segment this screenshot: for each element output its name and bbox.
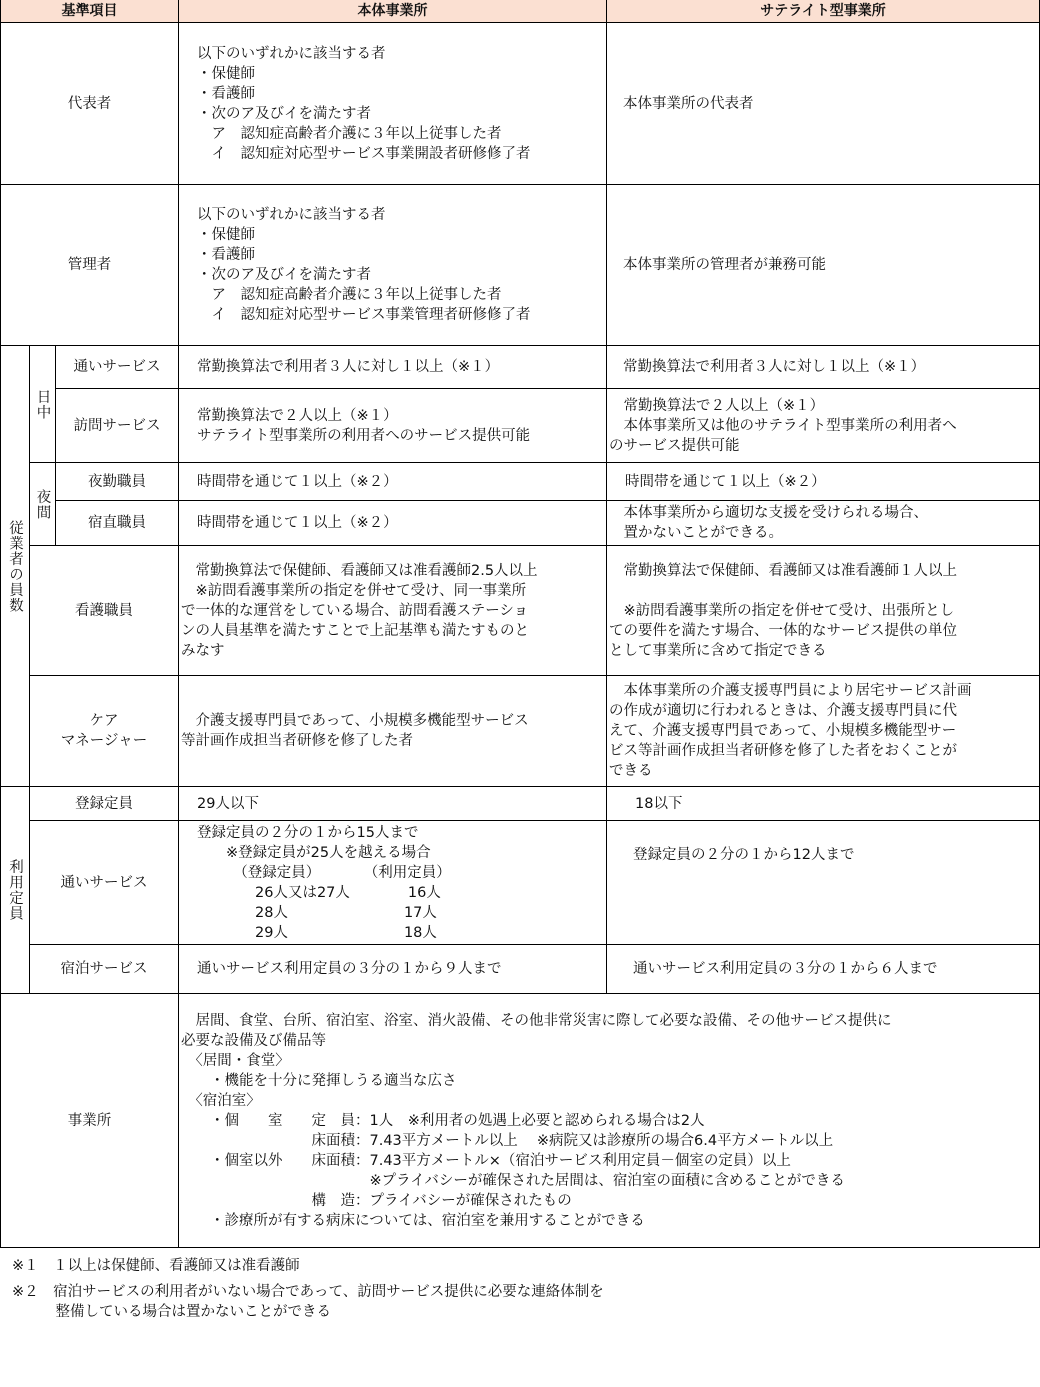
row-label-care-manager: ケア マネージャー	[30, 676, 179, 787]
representative-main: 以下のいずれかに該当する者 ・保健師 ・看護師 ・次のア及びイを満たす者 ア 認知症高齢者介護に３年以上従事した者 イ 認知症対応型サービス事業開設者研修修了者	[179, 23, 607, 185]
nurse-main: 常勤換算法で保健師、看護師又は准看護師2.5人以上 ※訪問看護事業所の指定を併せて受け、同一事業所 で一体的な運営をしている場合、訪問看護ステーショ ンの人員基準を満たすことで上記基準も満たすものと みなす	[179, 546, 607, 676]
day-text: 日中	[34, 388, 51, 420]
header-criteria: 基準項目	[0, 0, 179, 23]
night-duty-satellite: 時間帯を通じて１以上（※２）	[607, 463, 1040, 501]
day-home-visit-main: 常勤換算法で２人以上（※１） サテライト型事業所の利用者へのサービス提供可能	[179, 389, 607, 463]
row-label-overnight: 宿泊サービス	[30, 945, 179, 994]
header-satellite-office: サテライト型事業所	[607, 0, 1040, 23]
capacity-visit-in-main: 登録定員の２分の１から15人まで ※登録定員が25人を越える場合 （登録定員） （利用定員） 26人又は27人 16人 28人 17人 29人 18人	[179, 821, 607, 945]
night-watch-main: 時間帯を通じて１以上（※２）	[179, 501, 607, 546]
night-watch-satellite: 本体事業所から適切な支援を受けられる場合、 置かないことができる。	[607, 501, 1040, 546]
subgroup-label-night	[30, 463, 56, 546]
day-home-visit-satellite: 常勤換算法で２人以上（※１） 本体事業所又は他のサテライト型事業所の利用者へ のサービス提供可能	[607, 389, 1040, 463]
overnight-main: 通いサービス利用定員の３分の１から９人まで	[179, 945, 607, 994]
registered-main: 29人以下	[179, 786, 607, 821]
footnote-1: ※１ １以上は保健師、看護師又は准看護師	[12, 1258, 300, 1274]
representative-satellite: 本体事業所の代表者	[607, 23, 1040, 185]
night-duty-main: 時間帯を通じて１以上（※２）	[179, 463, 607, 501]
care-manager-satellite: 本体事業所の介護支援専門員により居宅サービス計画 の作成が適切に行われるときは、介護支援専門員に代 えて、介護支援専門員であって、小規模多機能型サー ビス等計画作成担当者研修を修了した者をおくことが できる	[607, 676, 1040, 787]
capacity-visit-in-satellite: 登録定員の２分の１から12人まで	[607, 821, 1040, 945]
manager-satellite: 本体事業所の管理者が兼務可能	[607, 185, 1040, 346]
row-label-registered: 登録定員	[30, 786, 179, 821]
facility-text: 居間、食堂、台所、宿泊室、浴室、消火設備、その他非常災害に際して必要な設備、その他サービス提供に 必要な設備及び備品等 〈居間・食堂〉 ・機能を十分に発揮しうる適当な広さ 〈宿泊室〉 ・個 室 定 員：1人 ※利用者の処遇上必要と認められる場合は2人 床面積：7.43平方メートル以上 ※病院又は診療所の場合6.4平方メートル以上 ・個室以外 床面積：7.43平方メートル×（宿泊サービス利用定員－個室の定員）以上 ※プライバシーが確保された居間は、宿泊室の面積に含めることができる 構 造：プライバシーが確保されたもの ・診療所が有する病床については、宿泊室を兼用することができる	[179, 994, 1040, 1248]
row-label-capacity-visit-in: 通いサービス	[30, 821, 179, 945]
row-label-day-visit-in: 通いサービス	[56, 346, 179, 389]
day-visit-in-main: 常勤換算法で利用者３人に対し１以上（※１）	[179, 346, 607, 389]
day-visit-in-satellite: 常勤換算法で利用者３人に対し１以上（※１）	[607, 346, 1040, 389]
care-manager-main: 介護支援専門員であって、小規模多機能型サービス 等計画作成担当者研修を修了した者	[179, 676, 607, 787]
staff-group-text: 従業者の員数	[7, 519, 23, 613]
row-label-manager: 管理者	[0, 185, 179, 346]
registered-satellite: 18以下	[607, 786, 1040, 821]
row-label-night-duty: 夜勤職員	[56, 463, 179, 501]
subgroup-label-day	[30, 346, 56, 463]
row-label-representative: 代表者	[0, 23, 179, 185]
header-main-office: 本体事業所	[179, 0, 607, 23]
overnight-satellite: 通いサービス利用定員の３分の１から６人まで	[607, 945, 1040, 994]
manager-main: 以下のいずれかに該当する者 ・保健師 ・看護師 ・次のア及びイを満たす者 ア 認知症高齢者介護に３年以上従事した者 イ 認知症対応型サービス事業管理者研修修了者	[179, 185, 607, 346]
footnote-2: ※２ 宿泊サービスの利用者がいない場合であって、訪問サービス提供に必要な連絡体制を 整備している場合は置かないことができる	[12, 1284, 604, 1320]
row-label-facility: 事業所	[0, 994, 179, 1248]
group-label-staff	[0, 346, 30, 787]
row-label-night-watch: 宿直職員	[56, 501, 179, 546]
row-label-day-home-visit: 訪問サービス	[56, 389, 179, 463]
capacity-group-text: 利用定員	[7, 859, 23, 921]
night-text: 夜間	[34, 488, 51, 520]
nurse-satellite: 常勤換算法で保健師、看護師又は准看護師１人以上 ※訪問看護事業所の指定を併せて受け、出張所とし ての要件を満たす場合、一体的なサービス提供の単位 として事業所に含めて指定できる	[607, 546, 1040, 676]
row-label-nurse: 看護職員	[30, 546, 179, 676]
group-label-capacity	[0, 786, 30, 994]
